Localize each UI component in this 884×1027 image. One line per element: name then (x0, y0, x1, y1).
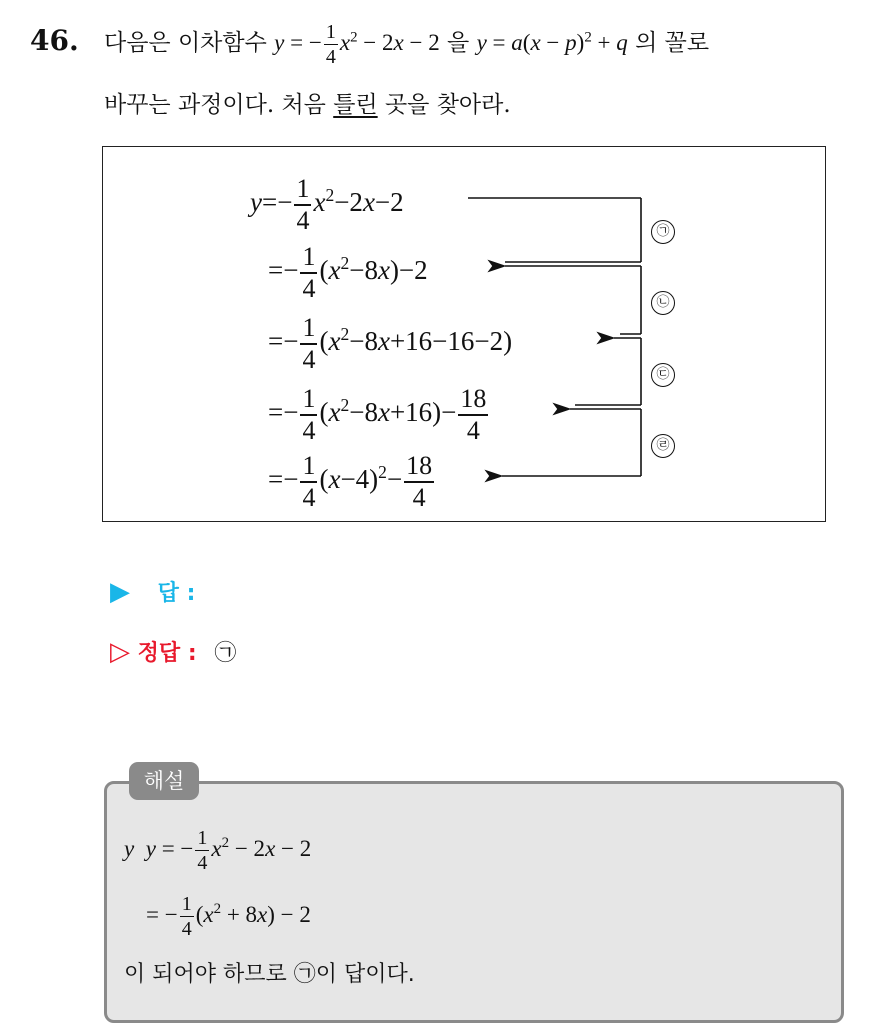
explanation-tag: 해설 (129, 762, 199, 800)
conclusion-text-1: 이 되어야 하므로 (124, 962, 287, 987)
question-equation: y = − $\frac{1}{4}$ $x^2 - 2x - 2$ (274, 21, 440, 68)
step-4: =− $\frac{1}{4}$ $(x^2-8x+16)-$ $\frac{18}{4}$ (268, 384, 487, 445)
label-giyeok: ㉠ (651, 220, 675, 244)
step-5: =− $\frac{1}{4}$ $(x-4)^2-$ $\frac{18}{4}$ (268, 451, 433, 512)
explanation-conclusion (124, 957, 415, 988)
correct-answer-row (110, 636, 236, 667)
play-arrow-icon: ▶ (110, 577, 130, 607)
explanation-line-2: = − $\frac{1}{4}$ $(x^2 + 8x) - 2$ (146, 893, 311, 940)
question-target-form: $y = a(x - p)^2 + q$ (476, 29, 628, 55)
step-1: y=− $\frac{1}{4}$ $x^2-2x-2$ (250, 174, 404, 235)
label-rieul: ㉣ (651, 434, 675, 458)
answer-row (110, 576, 195, 607)
label-nieun: ㉡ (651, 291, 675, 315)
question-line2-underlined: 틀린 (333, 92, 378, 118)
step-3: =− $\frac{1}{4}$ $(x^2-8x+16-16-2)$ (268, 313, 513, 374)
answer-label: 답 : (157, 581, 196, 606)
question-text-after: 의 꼴로 (635, 29, 710, 56)
question-line2-after: 곳을 찾아라. (384, 92, 511, 118)
explanation-line-1: y y = − $\frac{1}{4}$ $x^2 - 2x - 2$ (124, 827, 312, 874)
correct-answer-label: 정답 : (137, 641, 197, 666)
question-number: 46. (30, 24, 79, 57)
question-text-before: 다음은 이차함수 (104, 29, 267, 56)
question-line2-before: 바꾸는 과정이다. 처음 (104, 92, 326, 118)
label-digeut: ㉢ (651, 363, 675, 387)
conclusion-mark: ㉠ (293, 962, 316, 987)
step-2: =− $\frac{1}{4}$ $(x^2-8x)-2$ (268, 242, 428, 303)
question-text-middle: 을 (447, 29, 470, 56)
correct-answer-value: ㉠ (214, 641, 237, 666)
conclusion-text-2: 이 답이다. (315, 962, 415, 987)
explanation-prefix: y (124, 835, 135, 861)
outline-arrow-icon: ▷ (110, 637, 130, 667)
